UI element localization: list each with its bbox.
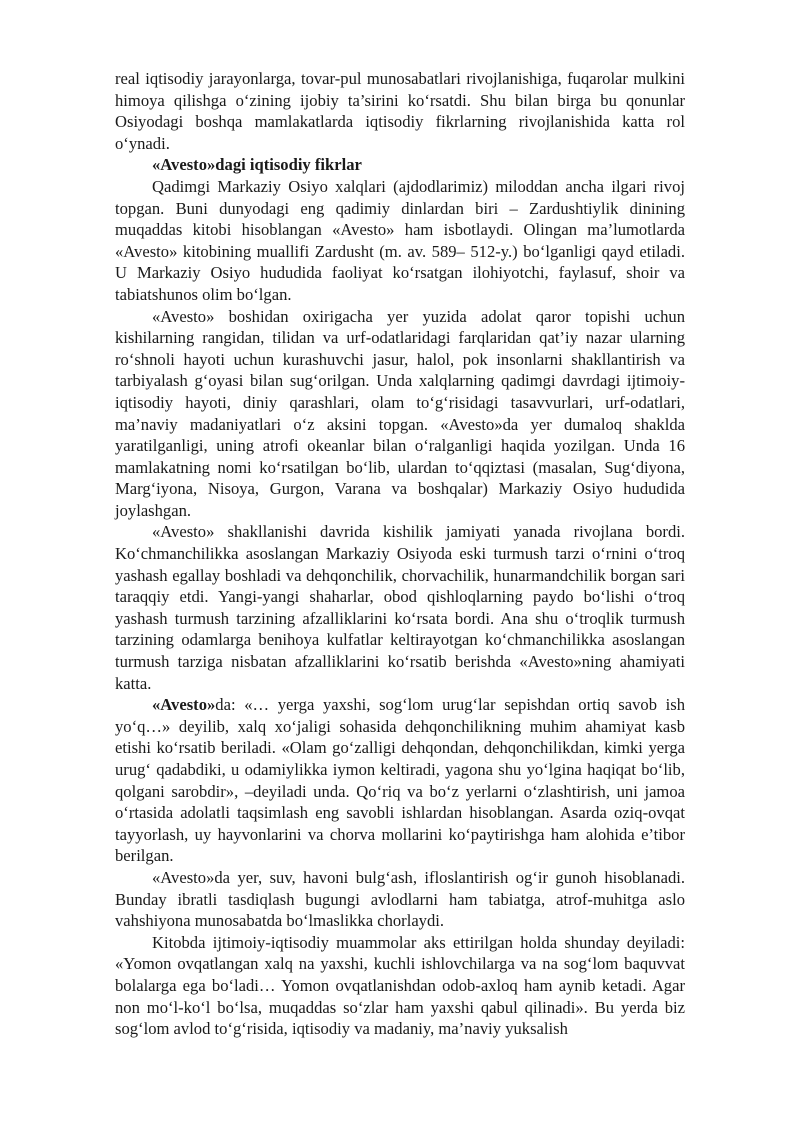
document-page bbox=[115, 68, 685, 1040]
paragraph-lead-bold: «Avesto» bbox=[152, 695, 216, 715]
paragraph-ancestors: Qadimgi Markaziy Osiyo xalqlari (ajdodlarimiz) miloddan ancha ilgari rivoj topgan. Buni dunyodagi eng qadimiy dinlardan biri – Zardushtiylik dinining muqaddas kitobi hisoblangan «Avesto» ham isbotlaydi. Olingan ma’lumotlarda «Avesto» kitobining muallifi Zardusht (m. av. 589– 512-y.) bo‘lganligi qayd etiladi. U Markaziy Osiyo hududida faoliyat ko‘rsatgan ilohiyotchi, faylasuf, shoir va tabiatshunos olim bo‘lgan. bbox=[115, 176, 685, 304]
paragraph-avesto-justice: «Avesto» boshidan oxirigacha yer yuzida adolat qaror topishi uchun kishilarning rangidan, tilidan va urf-odatlaridagi farqlaridan qat’iy nazar ularning ro‘shnoli hayoti uchun kurashuvchi jasur, halol, pok insonlarni shakllantirish va tarbiyalash g‘oyasi bilan sug‘orilgan. Unda xalqlarning qadimgi davrdagi ijtimoiy-iqtisodiy hayoti, diniy qarashlari, olam to‘g‘risidagi tasavvurlari, urf-odatlari, ma’naviy madaniyatlari o‘z aksini topgan. «Avesto»da yer dumaloq shaklda yaratilganligi, uning atrofi okeanlar bilan o‘ralganligi haqida yozilgan. Unda 16 mamlakatning nomi ko‘rsatilgan bo‘lib, ulardan to‘qqiztasi (masalan, Sug‘diyona, Marg‘iyona, Nisoya, Gurgon, Varana va boshqalar) Markaziy Osiyo hududida joylashgan. bbox=[115, 306, 685, 520]
paragraph-environment: «Avesto»da yer, suv, havoni bulg‘ash, ifloslantirish og‘ir gunoh hisoblanadi. Bunday ibratli tasdiqlash bugungi avlodlarni ham tabiatga, atrof-muhitga aslo vahshiyona munosabatda bo‘lmaslikka chorlaydi. bbox=[115, 867, 685, 931]
paragraph-settled-life: «Avesto» shakllanishi davrida kishilik jamiyati yanada rivojlana bordi. Ko‘chmanchilikka asoslangan Markaziy Osiyoda eski turmush tarzi o‘rnini o‘troq yashash egallay boshladi va dehqonchilik, chorvachilik, hunarmandchilik borgan sari taraqqiy etdi. Yangi-yangi shaharlar, obod qishloqlarning paydo bo‘lishi o‘troq yashash turmush tarzining afzalliklarini ko‘rsata bordi. Ana shu o‘troqlik turmush tarzining odamlarga benihoya kulfatlar keltirayotgan ko‘chmanchilikka asoslangan turmush tarziga nisbatan afzalliklarini ko‘rsatib berishda «Avesto»ning ahamiyati katta. bbox=[115, 522, 685, 693]
paragraph-nutrition: Kitobda ijtimoiy-iqtisodiy muammolar aks ettirilgan holda shunday deyiladi: «Yomon ovqatlangan xalq na yaxshi, kuchli ishlovchilarga va na sog‘lom baquvvat bolalarga ega bo‘ladi… Yomon ovqatlanishdan odob-axloq ham aynib ketadi. Agar non mo‘l-ko‘l bo‘lsa, muqaddas so‘zlar ham yaxshi qabul qilinadi». Bu yerda biz sog‘lom avlod to‘g‘risida, iqtisodiy va madaniy, ma’naviy yuksalish bbox=[115, 932, 685, 1039]
paragraph-agriculture bbox=[115, 694, 685, 867]
paragraph-agriculture-text: da: «… yerga yaxshi, sog‘lom urug‘lar sepishdan ortiq savob ish yo‘q…» deyilib, xalq xo‘jaligi sohasida dehqonchilikning muhim ahamiyat kasb etishi ko‘rsatib beriladi. «Olam go‘zalligi dehqondan, dehqonchilikdan, kimki yerga urug‘ qadabdiki, u odamiylikka iymon keltiradi, yagona shu yo‘lgina haqiqat bo‘lib, qolgani sarobdir», –deyiladi unda. Qo‘riq va bo‘z yerlarni o‘zlashtirish, uni jamoa o‘rtasida adolatli taqsimlash eng savobli ishlardan hisoblangan. Asarda oziq-ovqat tayyorlash, uy hayvonlarini va chorva mollarini ko‘paytirishga ham alohida e’tibor berilgan. bbox=[115, 695, 685, 866]
section-heading: «Avesto»dagi iqtisodiy fikrlar bbox=[152, 155, 362, 175]
paragraph-continuation: real iqtisodiy jarayonlarga, tovar-pul munosabatlari rivojlanishiga, fuqarolar mulkini himoya qilishga o‘zining ijobiy ta’sirini ko‘rsatdi. Shu bilan birga bu qonunlar Osiyodagi boshqa mamlakatlarda iqtisodiy fikrlarning rivojlanishida katta rol o‘ynadi. bbox=[115, 69, 685, 153]
